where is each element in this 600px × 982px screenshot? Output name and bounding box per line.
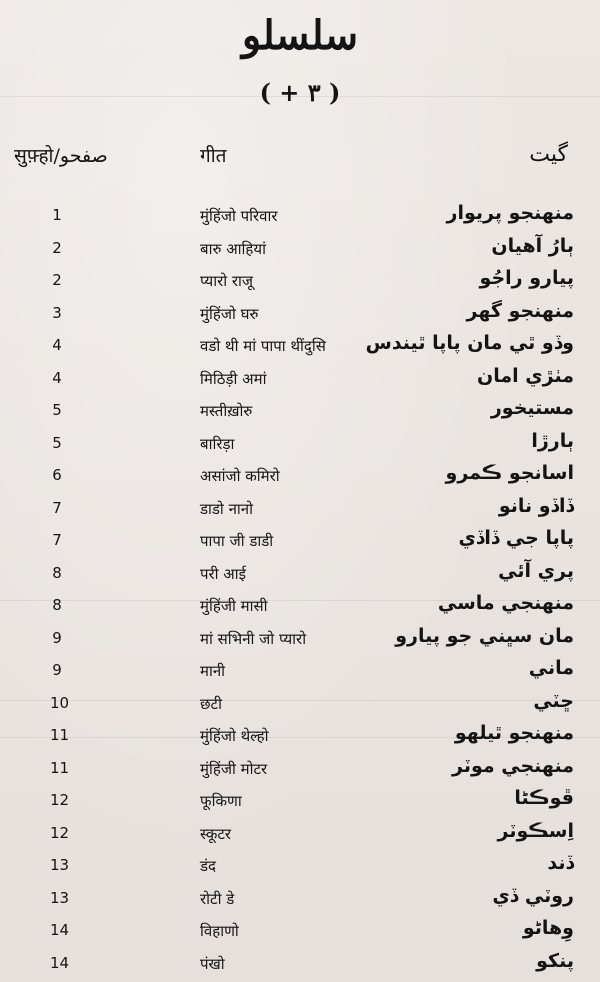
sindhi-song-title: ڦوڪڻا	[514, 787, 574, 809]
page-number: 4	[52, 336, 62, 354]
hindi-song-title: असांजो कमिरो	[200, 467, 280, 485]
hindi-song-title: मुंहिंजो घरु	[200, 304, 259, 323]
list-item	[0, 267, 600, 300]
sindhi-song-title: وڏو ٿي مان پاپا ٿيندس	[365, 332, 574, 354]
hindi-song-title: वडो थी मां पापा थींदुसि	[200, 337, 326, 355]
hindi-song-title: प्यारो राजू	[200, 272, 254, 290]
list-item	[0, 950, 600, 982]
header-page-number: सुफ़्हो/صفحو	[14, 145, 108, 167]
sindhi-song-title: اسانجو ڪمرو	[445, 462, 574, 484]
list-item	[0, 755, 600, 788]
list-item	[0, 625, 600, 658]
list-item	[0, 820, 600, 853]
page-title: سلسلو	[241, 12, 359, 59]
list-item	[0, 722, 600, 755]
list-item	[0, 787, 600, 820]
list-item	[0, 462, 600, 495]
sindhi-song-title: ٻارُ آهيان	[491, 234, 574, 257]
sindhi-song-title: منهنجو گهر	[466, 299, 574, 322]
sindhi-song-title: پري آئي	[498, 559, 574, 582]
hindi-song-title: मिठिड़ी अमां	[200, 369, 267, 388]
page-number: 1	[52, 206, 62, 224]
page-number: 11	[50, 758, 70, 777]
sindhi-song-title: پنکو	[536, 949, 574, 972]
hindi-song-title: मुंहिंजो परिवार	[200, 207, 278, 225]
page-subtitle: ( ٣ + )	[259, 78, 341, 107]
list-item	[0, 852, 600, 885]
hindi-song-title: मां सभिनी जो प्यारो	[200, 629, 307, 648]
hindi-song-title: डंद	[200, 857, 216, 875]
page-number: 14	[50, 921, 70, 939]
hindi-song-title: मुंहिंजी मासी	[200, 597, 268, 615]
list-item	[0, 527, 600, 560]
hindi-song-title: मानी	[200, 662, 226, 680]
page-number: 4	[52, 368, 62, 387]
list-item	[0, 365, 600, 398]
list-item	[0, 917, 600, 950]
sindhi-song-title: ڇٽي	[533, 689, 574, 712]
hindi-song-title: पापा जी डाडी	[200, 532, 274, 550]
hindi-song-title: परी आई	[200, 564, 247, 583]
list-item	[0, 657, 600, 690]
sindhi-song-title: ڏاڏو نانو	[498, 494, 574, 517]
sindhi-song-title: منهنجو ٿيلهو	[454, 722, 574, 744]
page-number: 12	[50, 823, 70, 842]
sindhi-song-title: ٻارڙا	[531, 429, 574, 452]
sindhi-song-title: وِهاڻو	[522, 917, 574, 939]
sindhi-song-title: ڏند	[547, 852, 574, 874]
page-number: 13	[50, 856, 70, 874]
sindhi-song-title: پاپا جي ڏاڏي	[458, 527, 574, 549]
page-number: 2	[52, 238, 62, 257]
hindi-song-title: विहाणो	[200, 922, 239, 940]
list-item	[0, 560, 600, 593]
list-item	[0, 202, 600, 235]
header-sindhi-title: گيت	[529, 142, 568, 167]
sindhi-song-title: مستيخور	[490, 397, 574, 419]
page-number: 5	[52, 433, 62, 452]
page-number: 9	[52, 628, 62, 647]
list-item	[0, 592, 600, 625]
page-number: 6	[52, 466, 62, 484]
page-number: 12	[50, 791, 70, 809]
list-item	[0, 430, 600, 463]
contents-list	[0, 202, 600, 982]
hindi-song-title: डाडो नानो	[200, 499, 254, 518]
page-number: 7	[52, 531, 62, 549]
page-number: 5	[52, 401, 62, 419]
hindi-song-title: रोटी डे	[200, 889, 235, 908]
page-number: 2	[52, 271, 62, 289]
sindhi-song-title: منهنجو پريوار	[446, 202, 574, 224]
page-number: 10	[50, 693, 70, 712]
page-number: 13	[50, 888, 70, 907]
list-item	[0, 332, 600, 365]
sindhi-song-title: مٺڙي امان	[477, 364, 574, 387]
hindi-song-title: मुंहिंजी मोटर	[200, 759, 268, 778]
hindi-song-title: बारु आहियां	[200, 239, 266, 258]
sindhi-song-title: پيارو راجُو	[479, 267, 574, 289]
page-number: 11	[50, 726, 70, 744]
list-item	[0, 235, 600, 268]
sindhi-song-title: اِسڪوٽر	[497, 819, 574, 842]
page-number: 14	[50, 953, 70, 972]
list-item	[0, 495, 600, 528]
sindhi-song-title: ماني	[528, 657, 574, 679]
hindi-song-title: बारिड़ा	[200, 434, 235, 453]
sindhi-song-title: مان سڀني جو پيارو	[395, 624, 574, 647]
page-number: 8	[52, 596, 62, 614]
sindhi-song-title: روٽي ڏي	[492, 884, 574, 907]
sindhi-song-title: منهنجي ماسي	[437, 592, 574, 614]
page-number: 8	[52, 563, 62, 582]
list-item	[0, 300, 600, 333]
hindi-song-title: मस्तीख़ोरु	[200, 402, 253, 420]
hindi-song-title: छटी	[200, 694, 222, 713]
hindi-song-title: स्कूटर	[200, 824, 232, 843]
page-number: 7	[52, 498, 62, 517]
header-hindi-title: गीत	[200, 145, 227, 167]
page-number: 9	[52, 661, 62, 679]
hindi-song-title: फूकिणा	[200, 792, 242, 810]
page-number: 3	[52, 303, 62, 322]
list-item	[0, 885, 600, 918]
list-item	[0, 690, 600, 723]
list-item	[0, 397, 600, 430]
hindi-song-title: मुंहिंजो थेल्हो	[200, 727, 269, 745]
hindi-song-title: पंखो	[200, 954, 225, 973]
sindhi-song-title: منهنجي موٽر	[452, 754, 574, 777]
